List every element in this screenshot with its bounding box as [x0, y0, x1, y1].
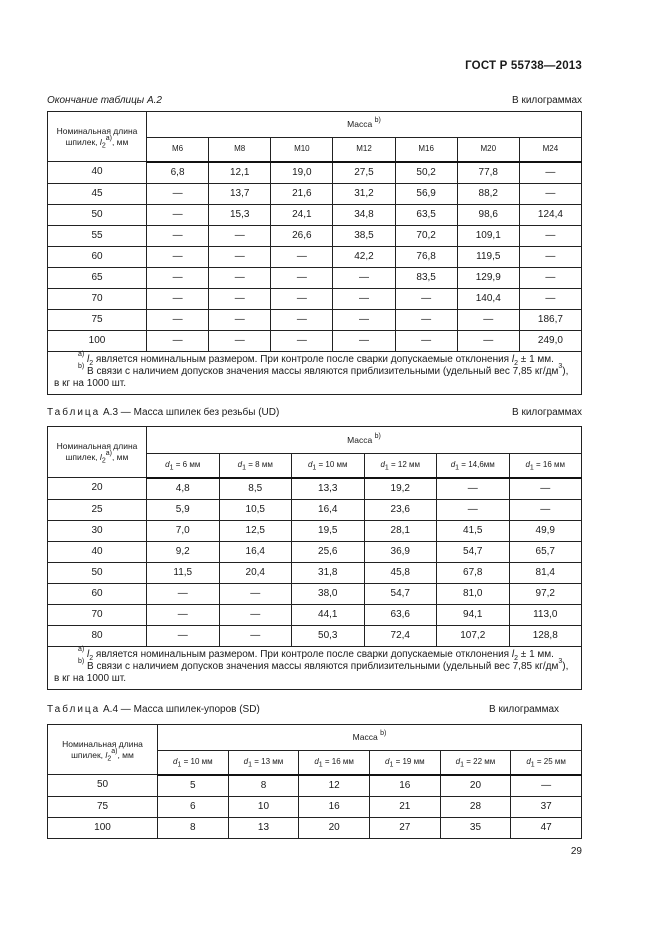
- mass-cell: 10,5: [219, 499, 292, 520]
- mass-cell: 83,5: [395, 267, 457, 288]
- mass-cell: —: [333, 330, 395, 351]
- table-row: [48, 162, 582, 184]
- document-standard-number: ГОСТ Р 55738—2013: [465, 60, 582, 72]
- column-header-subscript: 1: [242, 464, 247, 472]
- column-header-subscript: 1: [169, 464, 174, 472]
- mass-cell: 13,3: [292, 478, 365, 500]
- mass-cell: 19,5: [292, 520, 365, 541]
- column-header-cell: [369, 751, 440, 775]
- table-row: [48, 267, 582, 288]
- column-header-subscript: 1: [455, 464, 460, 472]
- length-header-cell: Номинальная длина шпилек, $l_2^{a)}$, мм: [48, 112, 147, 162]
- column-header-value: = 22 мм: [464, 757, 496, 767]
- mass-cell: 81,4: [509, 562, 582, 583]
- mass-cell: —: [147, 204, 209, 225]
- mass-cell: 25,6: [292, 541, 365, 562]
- mass-cell: 16,4: [292, 499, 365, 520]
- column-header-variable: d: [307, 460, 313, 470]
- column-header-subscript: 1: [384, 464, 389, 472]
- mass-cell: 38,0: [292, 583, 365, 604]
- footnote-b: $^{b)}$ В связи с наличием допусков значения массы являются приблизительными (удельный вес 7,85 $кг/дм^3$),: [78, 658, 569, 672]
- mass-cell: 70,2: [395, 225, 457, 246]
- column-header-cell: [299, 751, 370, 775]
- mass-cell: 4,8: [147, 478, 220, 500]
- mass-cell: —: [219, 604, 292, 625]
- mass-cell: 72,4: [364, 625, 437, 646]
- mass-cell: 67,8: [437, 562, 510, 583]
- mass-cell: 31,2: [333, 183, 395, 204]
- mass-cell: —: [147, 246, 209, 267]
- table-a2: [47, 111, 582, 395]
- mass-cell: 129,9: [457, 267, 519, 288]
- length-cell: 80: [48, 625, 147, 646]
- mass-cell: 21,6: [271, 183, 333, 204]
- mass-cell: —: [457, 309, 519, 330]
- mass-cell: —: [209, 330, 271, 351]
- mass-cell: 94,1: [437, 604, 510, 625]
- mass-cell: 44,1: [292, 604, 365, 625]
- mass-cell: 9,2: [147, 541, 220, 562]
- mass-cell: 249,0: [519, 330, 581, 351]
- table-row: [48, 796, 582, 817]
- page-number: 29: [570, 846, 582, 857]
- table-row: [48, 583, 582, 604]
- table-row: [48, 478, 582, 500]
- length-cell: 30: [48, 520, 147, 541]
- mass-cell: 16: [369, 775, 440, 797]
- mass-cell: 49,9: [509, 520, 582, 541]
- column-header-subscript: 1: [530, 761, 535, 769]
- column-header-variable: d: [525, 460, 530, 470]
- mass-cell: —: [147, 288, 209, 309]
- column-header-variable: d: [237, 460, 243, 470]
- table-row: [48, 204, 582, 225]
- table-row: [48, 183, 582, 204]
- mass-cell: 50,3: [292, 625, 365, 646]
- column-header-variable: d: [455, 757, 461, 767]
- mass-cell: 11,5: [147, 562, 220, 583]
- mass-cell: 19,0: [271, 162, 333, 184]
- mass-cell: 12: [299, 775, 370, 797]
- column-header-value: = 12 мм: [388, 460, 421, 470]
- length-cell: 50: [48, 204, 147, 225]
- column-header-cell: [147, 454, 220, 478]
- table-a3-caption: Таблица А.3 — Масса шпилек без резьбы (UD): [47, 407, 280, 418]
- mass-cell: —: [333, 267, 395, 288]
- mass-cell: 37: [511, 796, 582, 817]
- mass-cell: —: [395, 288, 457, 309]
- mass-cell: —: [209, 267, 271, 288]
- mass-cell: 20: [299, 817, 370, 838]
- mass-cell: —: [147, 183, 209, 204]
- mass-cell: 45,8: [364, 562, 437, 583]
- mass-cell: —: [519, 225, 581, 246]
- length-cell: 100: [48, 330, 147, 351]
- mass-cell: 8: [158, 817, 229, 838]
- table-a2-units: В килограммах: [512, 95, 582, 106]
- mass-cell: 6,8: [147, 162, 209, 184]
- column-header-cell: M10: [271, 138, 333, 162]
- mass-cell: 26,6: [271, 225, 333, 246]
- mass-cell: —: [147, 583, 220, 604]
- table-row: [48, 246, 582, 267]
- mass-cell: 27,5: [333, 162, 395, 184]
- column-header-cell: [364, 454, 437, 478]
- mass-cell: —: [437, 478, 510, 500]
- table-a2-caption: Окончание таблицы А.2: [47, 95, 162, 106]
- column-header-cell: [292, 454, 365, 478]
- column-header-variable: d: [526, 757, 531, 767]
- mass-cell: —: [271, 330, 333, 351]
- mass-cell: 107,2: [437, 625, 510, 646]
- mass-cell: 19,2: [364, 478, 437, 500]
- length-cell: 75: [48, 796, 158, 817]
- mass-cell: 140,4: [457, 288, 519, 309]
- mass-cell: 97,2: [509, 583, 582, 604]
- footnote-b-continued: в кг на 1000 шт.: [54, 672, 127, 684]
- mass-cell: 7,0: [147, 520, 220, 541]
- mass-cell: 16,4: [219, 541, 292, 562]
- mass-cell: 38,5: [333, 225, 395, 246]
- mass-cell: 119,5: [457, 246, 519, 267]
- mass-header-cell: Масса $^{b)}$: [147, 427, 582, 454]
- mass-cell: 6: [158, 796, 229, 817]
- column-header-cell: M16: [395, 138, 457, 162]
- mass-cell: —: [147, 330, 209, 351]
- column-header-subscript: 1: [318, 761, 323, 769]
- mass-cell: 28,1: [364, 520, 437, 541]
- mass-cell: —: [147, 225, 209, 246]
- table-a2-footnotes: [48, 351, 582, 394]
- mass-cell: 31,8: [292, 562, 365, 583]
- mass-cell: 50,2: [395, 162, 457, 184]
- column-header-variable: d: [380, 460, 385, 470]
- mass-cell: 27: [369, 817, 440, 838]
- column-header-cell: M8: [209, 138, 271, 162]
- length-cell: 70: [48, 604, 147, 625]
- column-header-cell: M20: [457, 138, 519, 162]
- mass-cell: 54,7: [364, 583, 437, 604]
- mass-cell: 81,0: [437, 583, 510, 604]
- mass-cell: 28: [440, 796, 511, 817]
- column-header-value: = 8 мм: [246, 460, 273, 470]
- mass-cell: —: [147, 625, 220, 646]
- mass-cell: —: [209, 225, 271, 246]
- mass-cell: 65,7: [509, 541, 582, 562]
- mass-cell: 24,1: [271, 204, 333, 225]
- mass-cell: 88,2: [457, 183, 519, 204]
- column-header-cell: [219, 454, 292, 478]
- length-cell: 40: [48, 162, 147, 184]
- table-row: [48, 225, 582, 246]
- column-header-variable: d: [173, 757, 178, 767]
- footnote-a: $^{a)}$ $l_2$ является номинальным размером. При контроле после сварки допускаемые отклонения $l_2 \pm 1$ мм.: [78, 351, 554, 367]
- mass-cell: 34,8: [333, 204, 395, 225]
- column-header-cell: M6: [147, 138, 209, 162]
- column-header-value: = 19 мм: [393, 757, 425, 767]
- column-header-value: = 14,6мм: [459, 460, 495, 470]
- table-a4-caption: Таблица А.4 — Масса шпилек-упоров (SD): [47, 704, 260, 715]
- mass-cell: 20,4: [219, 562, 292, 583]
- table-row: [48, 499, 582, 520]
- mass-cell: 47: [511, 817, 582, 838]
- column-header-variable: d: [450, 460, 456, 470]
- mass-cell: —: [333, 288, 395, 309]
- mass-cell: —: [395, 309, 457, 330]
- mass-cell: 36,9: [364, 541, 437, 562]
- column-header-value: = 25 мм: [534, 757, 566, 767]
- length-cell: 20: [48, 478, 147, 500]
- table-row: [48, 604, 582, 625]
- column-header-subscript: 1: [312, 464, 317, 472]
- mass-cell: —: [519, 288, 581, 309]
- mass-cell: —: [333, 309, 395, 330]
- mass-cell: 98,6: [457, 204, 519, 225]
- table-a3-footnotes: [48, 646, 582, 689]
- length-cell: 50: [48, 775, 158, 797]
- column-header-variable: d: [384, 757, 390, 767]
- mass-cell: 128,8: [509, 625, 582, 646]
- mass-cell: —: [147, 604, 220, 625]
- table-row: [48, 775, 582, 797]
- mass-cell: —: [147, 267, 209, 288]
- footnote-b-continued: в кг на 1000 шт.: [54, 377, 127, 389]
- column-header-value: = 13 мм: [252, 757, 284, 767]
- length-cell: 70: [48, 288, 147, 309]
- mass-cell: 12,1: [209, 162, 271, 184]
- table-row: [48, 288, 582, 309]
- mass-cell: 15,3: [209, 204, 271, 225]
- column-header-subscript: 1: [248, 761, 253, 769]
- table-row: [48, 562, 582, 583]
- column-header-cell: [437, 454, 510, 478]
- column-header-variable: d: [165, 460, 170, 470]
- column-header-variable: d: [314, 757, 319, 767]
- mass-cell: 5,9: [147, 499, 220, 520]
- length-header-cell: Номинальная длина шпилек, $l_2^{a)}$, мм: [48, 427, 147, 478]
- mass-cell: —: [395, 330, 457, 351]
- length-cell: 40: [48, 541, 147, 562]
- mass-cell: 21: [369, 796, 440, 817]
- table-a3-units: В килограммах: [512, 407, 582, 418]
- column-header-subscript: 1: [389, 761, 394, 769]
- column-header-subscript: 1: [529, 464, 534, 472]
- column-header-cell: M12: [333, 138, 395, 162]
- mass-cell: —: [519, 267, 581, 288]
- mass-cell: 41,5: [437, 520, 510, 541]
- mass-cell: —: [271, 267, 333, 288]
- table-row: [48, 625, 582, 646]
- mass-cell: 13: [228, 817, 299, 838]
- table-a3: [47, 426, 582, 690]
- table-row: [48, 817, 582, 838]
- length-cell: 100: [48, 817, 158, 838]
- column-header-subscript: 1: [460, 761, 464, 769]
- mass-cell: 5: [158, 775, 229, 797]
- mass-cell: 16: [299, 796, 370, 817]
- mass-cell: 12,5: [219, 520, 292, 541]
- column-header-cell: [158, 751, 229, 775]
- mass-cell: 63,5: [395, 204, 457, 225]
- column-header-value: = 16 мм: [322, 757, 354, 767]
- mass-cell: 8,5: [219, 478, 292, 500]
- mass-cell: —: [509, 499, 582, 520]
- mass-cell: —: [519, 183, 581, 204]
- mass-cell: 10: [228, 796, 299, 817]
- table-row: [48, 541, 582, 562]
- mass-cell: 42,2: [333, 246, 395, 267]
- mass-cell: 8: [228, 775, 299, 797]
- column-header-value: = 10 мм: [316, 460, 348, 470]
- mass-cell: 23,6: [364, 499, 437, 520]
- length-cell: 50: [48, 562, 147, 583]
- mass-cell: —: [509, 478, 582, 500]
- column-header-value: = 16 мм: [533, 460, 566, 470]
- mass-cell: —: [271, 246, 333, 267]
- mass-header-cell: Масса $^{b)}$: [158, 725, 582, 751]
- length-cell: 25: [48, 499, 147, 520]
- table-a4: [47, 724, 582, 839]
- mass-cell: 35: [440, 817, 511, 838]
- length-header-cell: Номинальная длина шпилек, $l_2^{a)}$, мм: [48, 725, 158, 775]
- column-header-value: = 10 мм: [181, 757, 213, 767]
- column-header-subscript: 1: [177, 761, 182, 769]
- mass-cell: 113,0: [509, 604, 582, 625]
- column-header-value: = 6 мм: [173, 460, 201, 470]
- column-header-cell: M24: [519, 138, 581, 162]
- table-row: [48, 330, 582, 351]
- column-header-cell: [228, 751, 299, 775]
- mass-cell: 63,6: [364, 604, 437, 625]
- mass-cell: 76,8: [395, 246, 457, 267]
- mass-cell: 77,8: [457, 162, 519, 184]
- mass-cell: —: [219, 625, 292, 646]
- mass-cell: 109,1: [457, 225, 519, 246]
- mass-cell: —: [519, 162, 581, 184]
- column-header-cell: [511, 751, 582, 775]
- length-cell: 45: [48, 183, 147, 204]
- mass-cell: —: [209, 246, 271, 267]
- mass-cell: —: [511, 775, 582, 797]
- length-cell: 65: [48, 267, 147, 288]
- table-row: [48, 520, 582, 541]
- column-header-cell: [509, 454, 582, 478]
- length-cell: 60: [48, 246, 147, 267]
- footnote-a: $^{a)}$ $l_2$ является номинальным размером. При контроле после сварки допускаемые отклонения $l_2 \pm 1$ мм.: [78, 646, 554, 662]
- mass-cell: 54,7: [437, 541, 510, 562]
- mass-cell: —: [209, 309, 271, 330]
- mass-cell: —: [519, 246, 581, 267]
- length-cell: 55: [48, 225, 147, 246]
- length-cell: 60: [48, 583, 147, 604]
- mass-cell: —: [271, 288, 333, 309]
- column-header-variable: d: [243, 757, 249, 767]
- mass-cell: 186,7: [519, 309, 581, 330]
- mass-cell: —: [457, 330, 519, 351]
- table-row: [48, 309, 582, 330]
- mass-cell: 20: [440, 775, 511, 797]
- mass-cell: —: [219, 583, 292, 604]
- mass-cell: —: [209, 288, 271, 309]
- mass-cell: 13,7: [209, 183, 271, 204]
- footnote-b: $^{b)}$ В связи с наличием допусков значения массы являются приблизительными (удельный вес 7,85 $кг/дм^3$),: [78, 363, 569, 377]
- mass-header-cell: Масса $^{b)}$: [147, 112, 582, 138]
- column-header-cell: [440, 751, 511, 775]
- table-a4-units: В килограммах: [489, 704, 559, 715]
- mass-cell: —: [271, 309, 333, 330]
- mass-cell: —: [147, 309, 209, 330]
- mass-cell: 124,4: [519, 204, 581, 225]
- length-cell: 75: [48, 309, 147, 330]
- mass-cell: —: [437, 499, 510, 520]
- mass-cell: 56,9: [395, 183, 457, 204]
